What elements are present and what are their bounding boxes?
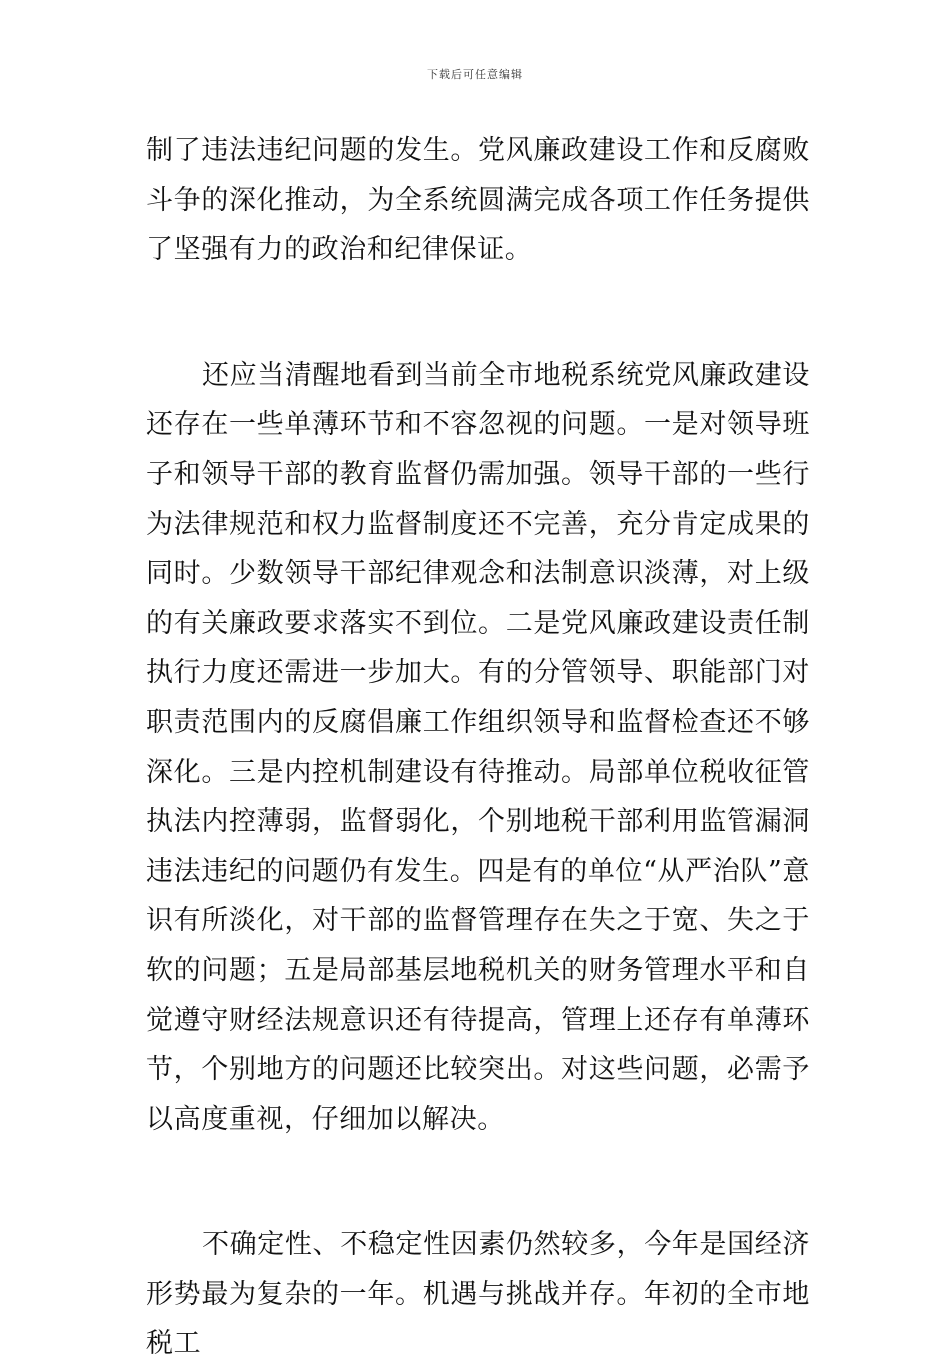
page-header-note: 下载后可任意编辑 — [427, 68, 523, 81]
paragraph-continuation: 制了违法违纪问题的发生。党风廉政建设工作和反腐败斗争的深化推动，为全系统圆满完成各项工作任务提供了坚强有力的政治和纪律保证。 — [146, 135, 810, 266]
paragraph-problems: 还应当清醒地看到当前全市地税系统党风廉政建设还存在一些单薄环节和不容忽视的问题。一是对领导班子和领导干部的教育监督仍需加强。领导干部的一些行为法律规范和权力监督制度还不完善，充分肯定成果的同时。少数领导干部纪律观念和法制意识淡薄，对上级的有关廉政要求落实不到位。二是党风廉政建设责任制执行力度还需进一步加大。有的分管领导、职能部门对职责范围内的反腐倡廉工作组织领导和监督检查还不够深化。三是内控机制建设有待推动。局部单位税收征管执法内控薄弱，监督弱化，个别地税干部利用监管漏洞违法违纪的问题仍有发生。四是有的单位“从严治队”意识有所淡化，对干部的监督管理存在失之于宽、失之于软的问题；五是局部基层地税机关的财务管理水平和自觉遵守财经法规意识还有待提高，管理上还存有单薄环节，个别地方的问题还比较突出。对这些问题，必需予以高度重视，仔细加以解决。 — [146, 359, 810, 1135]
document-body — [146, 126, 810, 1369]
paragraph-uncertainty: 不确定性、不稳定性因素仍然较多，今年是国经济形势最为复杂的一年。机遇与挑战并存。年初的全市地税工 — [146, 1229, 810, 1360]
